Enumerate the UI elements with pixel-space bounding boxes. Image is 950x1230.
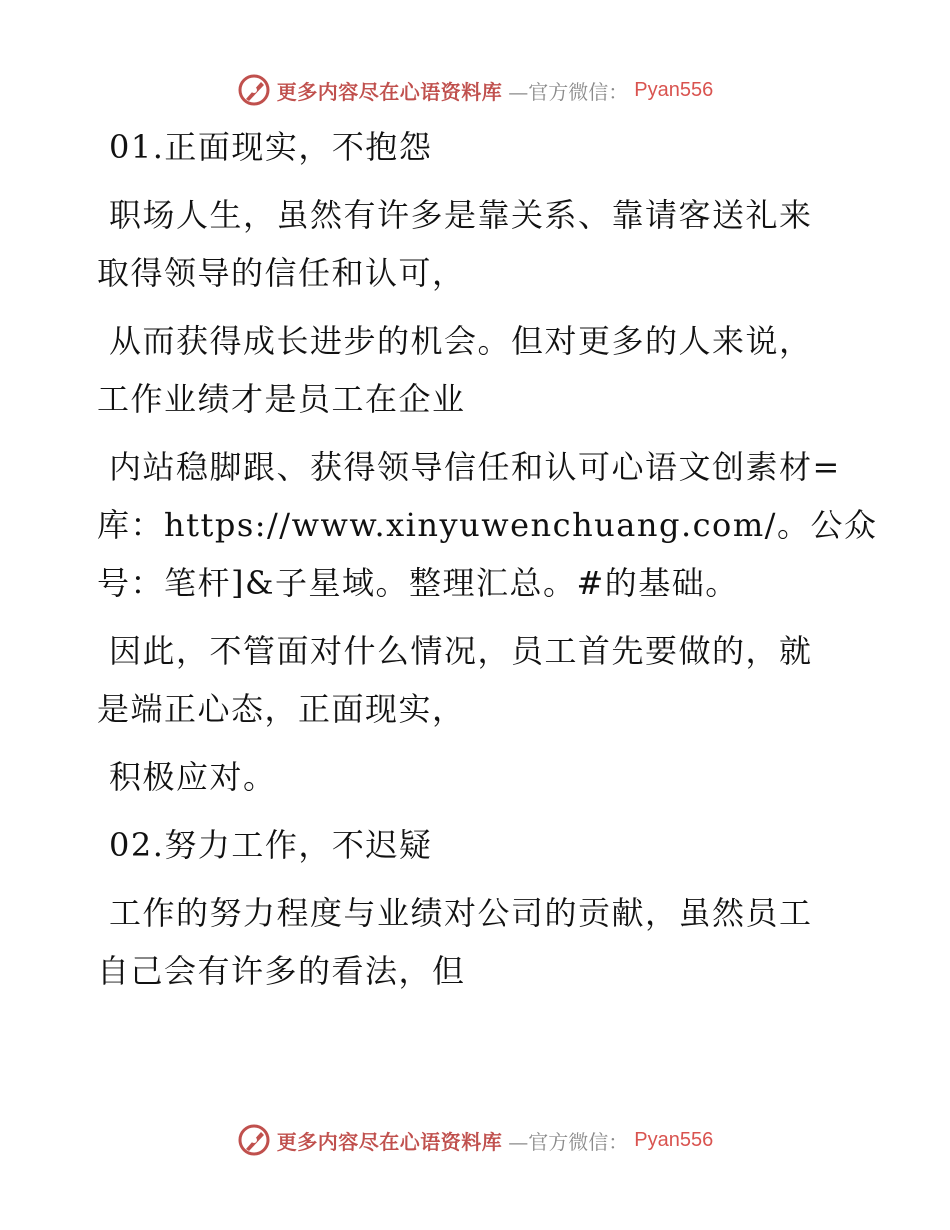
quill-pen-circle-icon [237,1123,271,1157]
watermark-brand: 更多内容尽在心语资料库 [276,79,503,104]
paragraph-line: 内站稳脚跟、获得领导信任和认可心语文创素材= [109,448,841,486]
paragraph-line: 号：笔杆]&子星域。整理汇总。#的基础。 [97,564,739,602]
paragraph-line: 库：https://www.xinyuwenchuang.com/。公众 [97,506,878,544]
section-heading-2: 02.努力工作，不迟疑 [109,826,433,864]
header-watermark [0,70,950,110]
watermark-brand: 更多内容尽在心语资料库 [276,1129,503,1154]
document-body [97,118,878,1000]
watermark-wechat-id: Pyan556 [634,78,714,101]
paragraph-line: 积极应对。 [109,758,277,796]
quill-pen-circle-icon [237,73,271,107]
section-heading-1: 01.正面现实，不抱怨 [109,128,433,166]
paragraph-line: 是端正心态，正面现实， [97,690,466,728]
watermark-wechat-id: Pyan556 [634,1128,714,1151]
paragraph-line: 职场人生，虽然有许多是靠关系、靠请客送礼来 [109,196,813,234]
paragraph-line: 工作的努力程度与业绩对公司的贡献，虽然员工 [109,894,813,932]
paragraph-line: 从而获得成长进步的机会。但对更多的人来说， [109,322,813,360]
paragraph-line: 自己会有许多的看法，但 [97,952,466,990]
paragraph-line: 因此，不管面对什么情况，员工首先要做的，就 [109,632,813,670]
footer-watermark [0,1120,950,1160]
watermark-official-label: —官方微信： [508,79,629,104]
watermark-official-label: —官方微信： [508,1129,629,1154]
paragraph-line: 工作业绩才是员工在企业 [97,380,466,418]
paragraph-line: 取得领导的信任和认可， [97,254,466,292]
